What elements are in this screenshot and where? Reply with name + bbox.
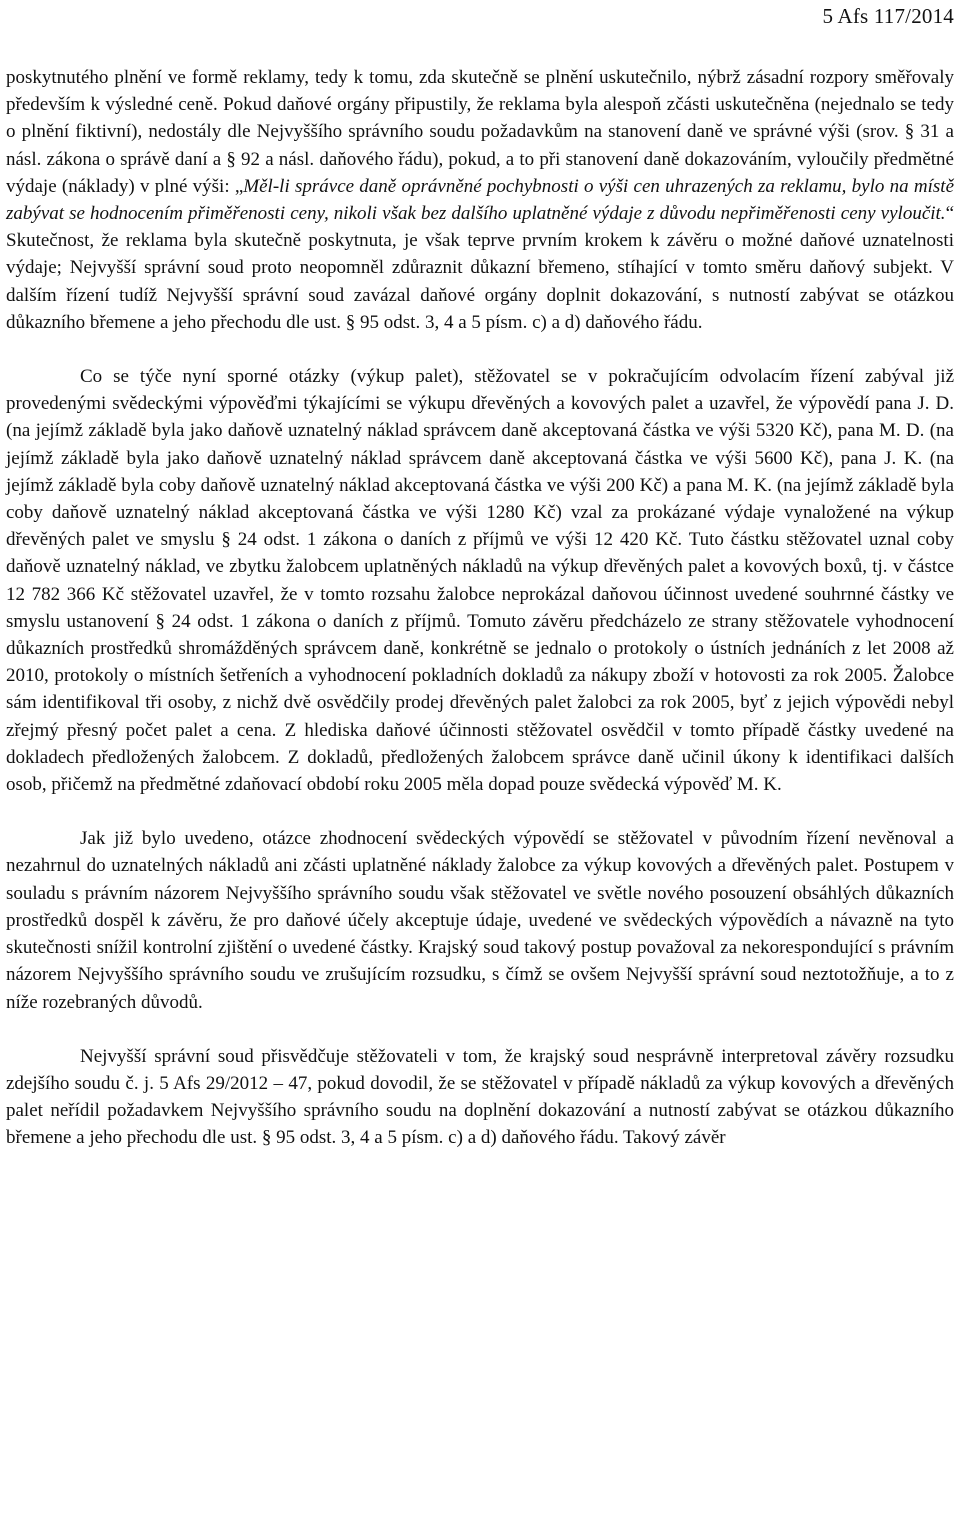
paragraph-1-quote: Měl-li správce daně oprávněné pochybnosti o výši cen uhrazených za reklamu, bylo na místě zabývat se hodnocením přiměřenosti ceny, nikoli však bez dalšího uplatněné výdaje z důvodu nepřiměřenosti ceny vyloučit.: [6, 175, 955, 225]
paragraph-3: Jak již bylo uvedeno, otázce zhodnocení svědeckých výpovědí se stěžovatel v původním řízení nevěnoval a nezahrnul do uznatelných nákladů ani zčásti uplatněné náklady žalobce za výkup kovových a dřevěných palet. Postupem v souladu s právním názorem Nejvyššího správního soudu však stěžovatel ve světle nového posouzení obsáhlých důkazních prostředků dospěl k závěru, že pro daňové účely akceptuje údaje, uvedené ve svědeckých výpovědích a návazně na tyto skutečnosti snížil kontrolní zjištění o uvedené částky. Krajský soud takový postup považoval za nekorespondující s právním názorem Nejvyššího správního soudu ve zrušujícím rozsudku, s čímž se ovšem Nejvyšší správní soud neztotožňuje, a to z níže rozebraných důvodů.: [6, 828, 954, 1013]
paragraph-4: Nejvyšší správní soud přisvědčuje stěžovateli v tom, že krajský soud nesprávně interpretoval závěry rozsudku zdejšího soudu č. j. 5 Afs 29/2012 – 47, pokud dovodil, že se stěžovatel v případě nákladů za výkup kovových a dřevěných palet neřídil požadavkem Nejvyššího správního soudu na doplnění dokazování a nutností zabývat se otázkou důkazního břemene a jeho přechodu dle ust. § 95 odst. 3, 4 a 5 písm. c) a d) daňového řádu. Takový závěr: [6, 1045, 954, 1149]
paragraph-1-text-after-quote: “ Skutečnost, že reklama byla skutečně poskytnuta, je však teprve prvním krokem k závěru o možné daňové uznatelnosti výdaje; Nejvyšší správní soud proto neopomněl zdůraznit důkazní břemeno, stíhající v tomto směru daňový subjekt. V dalším řízení tudíž Nejvyšší správní soud zavázal daňové orgány doplnit dokazování, s nutností zabývat se otázkou důkazního břemene a jeho přechodu dle ust. § 95 odst. 3, 4 a 5 písm. c) a d) daňového řádu.: [6, 203, 954, 333]
paragraph-1-text-before-quote: poskytnutého plnění ve formě reklamy, tedy k tomu, zda skutečně se plnění uskutečnilo, nýbrž zásadní rozpory směřovaly především k výsledné ceně. Pokud daňové orgány připustily, že reklama byla alespoň zčásti uskutečněna (nejednalo se tedy o plnění fiktivní), nedostály dle Nejvyššího správního soudu požadavkům na stanovení daně ve správné výši (srov. § 31 a násl. zákona o správě daní a § 92 a násl. daňového řádu), pokud, a to při stanovení daně dokazováním, vyloučily předmětné výdaje (náklady) v plné výši: „: [6, 67, 954, 197]
paragraph-spacer: [6, 336, 954, 363]
document-body: [6, 64, 954, 1152]
paragraph-spacer: [6, 798, 954, 825]
case-number-header: 5 Afs 117/2014: [822, 4, 954, 28]
paragraph-2: Co se týče nyní sporné otázky (výkup palet), stěžovatel se v pokračujícím odvolacím řízení zabýval již provedenými svědeckými výpověďmi týkajícími se výkupu dřevěných a kovových palet a uzavřel, že výpovědí pana J. D. (na jejímž základě byla jako daňově uznatelný náklad správcem daně akceptovaná částka ve výši 5320 Kč), pana M. D. (na jejímž základě byla jako daňově uznatelný náklad správcem daně akceptovaná částka ve výši 5600 Kč), pana J. K. (na jejímž základě byla coby daňově uznatelný náklad akceptovaná částka ve výši 200 Kč) a pana M. K. (na jejímž základě byla coby daňově uznatelný náklad akceptovaná částka ve výši 1280 Kč) vzal za prokázané výdaje vynaložené na výkup dřevěných palet ve smyslu § 24 odst. 1 zákona o daních z příjmů ve výši 12 420 Kč. Tuto částku stěžovatel uznal coby daňově uznatelný náklad, ve zbytku žalobcem uplatněných nákladů na výkup dřevěných palet a kovových boxů, tj. v částce 12 782 366 Kč stěžovatel uzavřel, že v tomto rozsahu žalobce neprokázal daňovou účinnost uvedené souhrnné částky ve smyslu ustanovení § 24 odst. 1 zákona o daních z příjmů. Tomuto závěru předcházelo ze strany stěžovatele vyhodnocení důkazních prostředků shromážděných správcem daně, konkrétně se jednalo o protokoly o ústních jednáních z let 2008 až 2010, protokoly o místních šetřeních a vyhodnocení pokladních dokladů za nákupy zboží v hotovosti za rok 2005. Žalobce sám identifikoval tři osoby, z nichž dvě osvědčily prodej dřevěných palet žalobci za rok 2005, byť z jejich výpovědi nebyl zřejmý přesný počet palet a cena. Z hlediska daňové účinnosti stěžovatel osvědčil v tomto případě částky uvedené na dokladech předložených žalobcem. Z dokladů, předložených žalobcem správce daně učinil úkony k identifikaci dalších osob, přičemž na předmětné zdaňovací období roku 2005 měla dopad pouze svědecká výpověď M. K.: [6, 366, 954, 796]
paragraph-1: [6, 64, 954, 336]
paragraph-spacer: [6, 1016, 954, 1043]
